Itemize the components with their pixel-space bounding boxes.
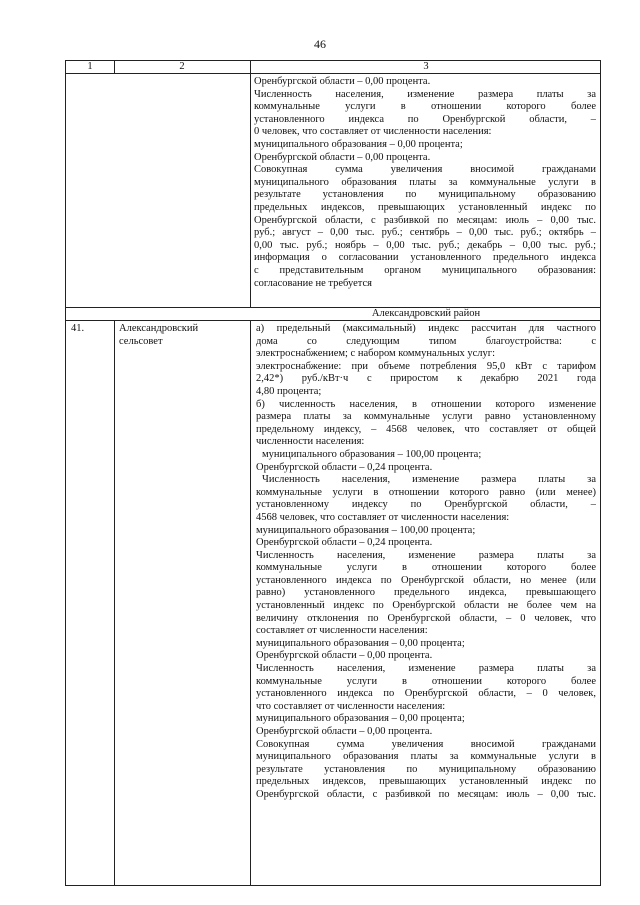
text-line: Оренбургской области – 0,24 процента. (256, 537, 433, 549)
text-line: руб.; август – 0,00 тыс. руб.; сентябрь – 0,00 тыс. руб.; октябрь – (254, 227, 596, 239)
text-line: коммунальные услуги в отношении которого более (254, 101, 596, 113)
text-line: составляет от численности населения: (256, 625, 428, 637)
text-line: 0,00 тыс. руб.; ноябрь – 0,00 тыс. руб.; декабрь – 0,00 тыс. руб.; (254, 239, 596, 251)
text-line: б) численность населения, в отношении которого изменение (256, 398, 596, 410)
text-line: установленный индекс по Оренбургской области не более чем на (256, 600, 596, 612)
text-line: с представительным органом муниципального образования: (254, 264, 596, 276)
text-line: дома со следующим типом благоустройства: с (256, 335, 596, 347)
text-line: Численность населения, изменение размера платы за (256, 663, 596, 675)
header-col-2: 2 (179, 61, 185, 72)
text-line: 4568 человек, что составляет от численности населения: (256, 511, 510, 523)
text-line: муниципального образования – 0,00 процента; (254, 138, 463, 150)
text-line: равно) установленного предельного индекса, превышающего (256, 587, 596, 599)
text-line: 2,42*) руб./кВт·ч с приростом к декабрю 2021 года (256, 373, 596, 385)
text-line: установленного индекса по Оренбургской области, – 0 человек, (256, 688, 596, 700)
text-line: величину отклонения по Оренбургской области, – 0 человек, что (256, 612, 596, 624)
text-line: Оренбургской области – 0,00 процента. (254, 76, 431, 87)
tariff-table (65, 60, 601, 886)
column-divider-2-lower (250, 320, 251, 886)
row-number: 41. (71, 323, 85, 334)
text-line: муниципального образования – 100,00 процента; (256, 524, 476, 536)
page-number: 46 (314, 37, 326, 51)
text-line: Численность населения, изменение размера платы за (254, 88, 596, 100)
text-line: муниципального образования платы за коммунальные услуги в (254, 176, 596, 188)
text-line: Совокупная сумма увеличения вносимой гражданами (254, 164, 596, 176)
text-line: электроснабжение: при объеме потребления 95,0 кВт с тарифом (256, 360, 596, 372)
text-line: коммунальные услуги в отношении которого более (256, 562, 596, 574)
text-line: муниципального образования платы за коммунальные услуги в (256, 751, 596, 763)
text-line: размера платы за коммунальные услуги равно установленному (256, 411, 596, 423)
text-line: муниципального образования – 100,00 процента; (262, 448, 482, 460)
tariff-description (256, 323, 596, 802)
text-line: предельных индексов, превышающих установленный индекс по (254, 201, 596, 213)
text-line: муниципального образования – 0,00 процента; (256, 713, 465, 725)
text-line: коммунальные услуги в отношении которого более (256, 675, 596, 687)
text-line: Оренбургской области, с разбивкой по месяцам: июль – 0,00 тыс. (254, 214, 596, 226)
text-line: Оренбургской области – 0,24 процента. (256, 461, 433, 473)
text-line: результате установления по муниципальному образованию (256, 763, 596, 775)
text-line: муниципального образования – 0,00 процента; (256, 637, 465, 649)
header-col-1: 1 (87, 61, 93, 72)
text-line: Оренбургской области – 0,00 процента. (254, 151, 431, 163)
municipality-name-line: Александровский (119, 323, 199, 334)
text-line: 4,80 процента; (256, 385, 322, 397)
text-line: Совокупная сумма увеличения вносимой гражданами (256, 738, 596, 750)
text-line: согласование не требуется (254, 277, 372, 289)
text-line: Оренбургской области, с разбивкой по месяцам: июль – 0,00 тыс. (256, 788, 596, 800)
header-rule (66, 73, 600, 74)
text-line: установленного индекса по Оренбургской области, – (254, 113, 596, 125)
text-line: численности населения: (256, 436, 365, 448)
text-line: электроснабжением; с набором коммунальных услуг: (256, 348, 495, 360)
header-col-3: 3 (423, 61, 429, 72)
text-line: а) предельный (максимальный) индекс рассчитан для частного (256, 323, 596, 334)
region-heading: Александровский район (371, 308, 481, 319)
continuation-text (254, 76, 596, 290)
text-line: что составляет от численности населения: (256, 700, 446, 712)
text-line: 0 человек, что составляет от численности населения: (254, 126, 492, 138)
text-line: информация о согласовании установленного предельного индекса (254, 252, 596, 264)
municipality-name (119, 323, 198, 348)
column-divider-1-lower (114, 320, 115, 886)
text-line: установленному индексу по Оренбургской области, – (256, 499, 596, 511)
municipality-name-line: сельсовет (119, 335, 163, 347)
text-line: предельных индексов, превышающих установленный индекс по (256, 776, 596, 788)
region-rule-bottom (66, 320, 600, 321)
text-line: коммунальные услуги в отношении которого равно (или менее) (256, 486, 596, 498)
text-line: Оренбургской области – 0,00 процента. (256, 726, 433, 737)
text-line: предельному индексу, – 4568 человек, что составляет от общей (256, 423, 596, 435)
column-divider-2 (250, 61, 251, 307)
text-line: Численность населения, изменение размера платы за (262, 474, 596, 486)
text-line: результате установления по муниципальному образованию (254, 189, 596, 201)
text-line: установленного индекса по Оренбургской области, но менее (или (256, 574, 596, 586)
text-line: Оренбургской области – 0,00 процента. (256, 650, 433, 662)
text-line: Численность населения, изменение размера платы за (256, 549, 596, 561)
